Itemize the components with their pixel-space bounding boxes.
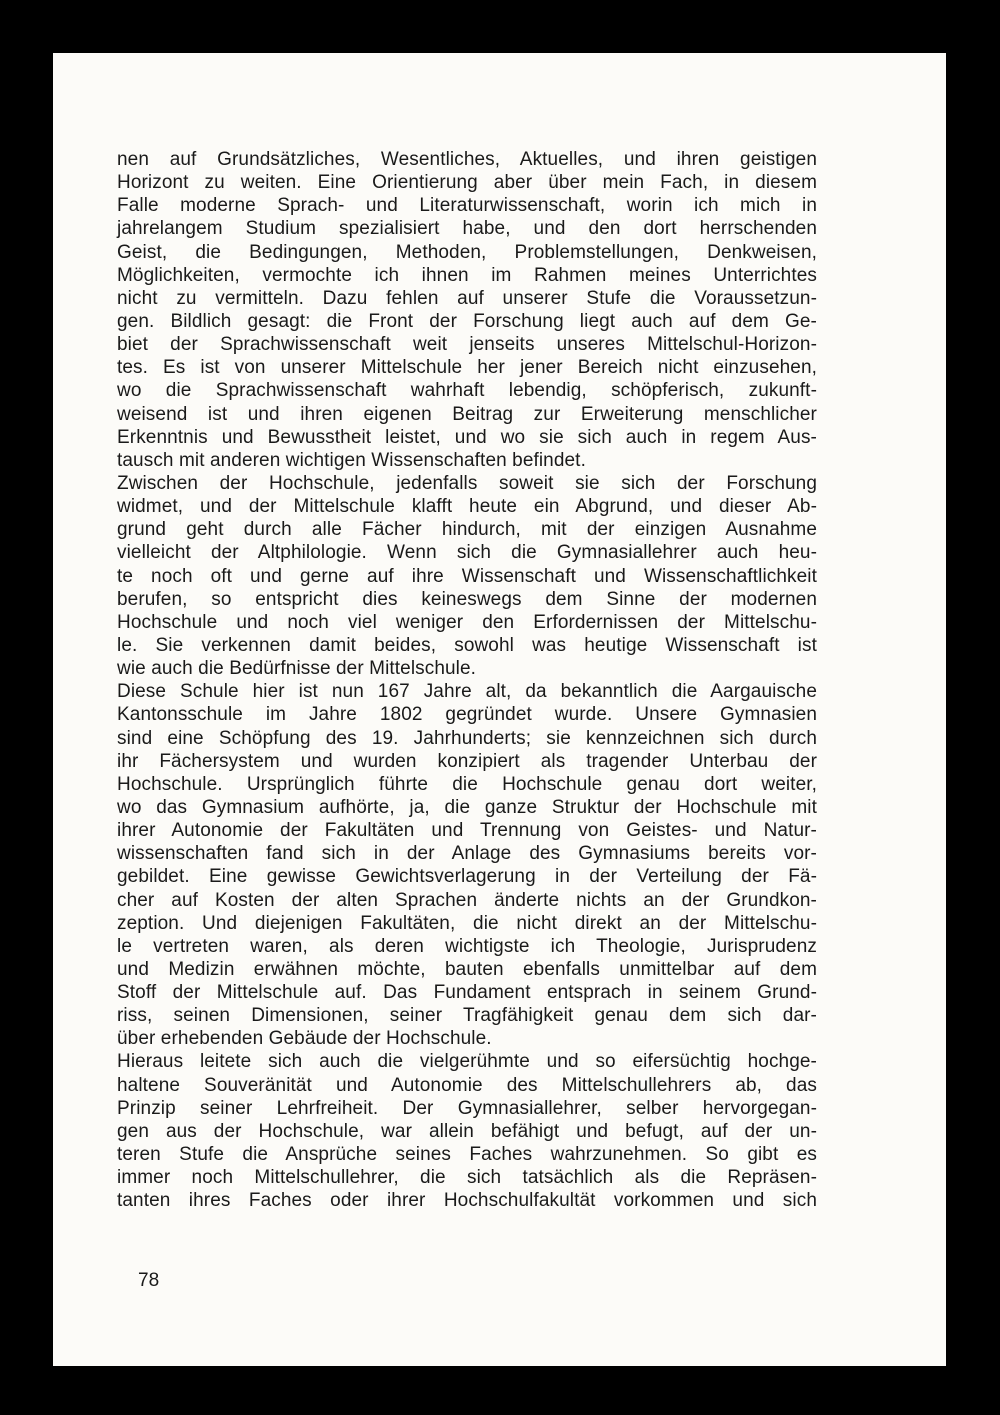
text-line: teren Stufe die Ansprüche seines Faches wahrzunehmen. So gibt es bbox=[117, 1144, 817, 1166]
text-line: riss, seinen Dimensionen, seiner Tragfähigkeit genau dem sich dar- bbox=[117, 1005, 817, 1027]
text-line: Erkenntnis und Bewusstheit leistet, und wo sie sich auch in regem Aus- bbox=[117, 426, 817, 448]
text-line: Hochschule und noch viel weniger den Erfordernissen der Mittelschu- bbox=[117, 611, 817, 633]
text-line: wie auch die Bedürfnisse der Mittelschule. bbox=[117, 658, 477, 680]
text-line: grund geht durch alle Fächer hindurch, mit der einzigen Ausnahme bbox=[117, 519, 817, 541]
text-line: über erhebenden Gebäude der Hochschule. bbox=[117, 1028, 492, 1050]
text-line: nen auf Grundsätzliches, Wesentliches, Aktuelles, und ihren geistigen bbox=[117, 149, 817, 170]
text-line: wissenschaften fand sich in der Anlage des Gymnasiums bereits vor- bbox=[117, 843, 817, 865]
text-line: gen aus der Hochschule, war allein befähigt und befugt, auf der un- bbox=[117, 1120, 817, 1142]
text-line: ihr Fächersystem und wurden konzipiert als tragender Unterbau der bbox=[117, 750, 817, 772]
text-line: gen. Bildlich gesagt: die Front der Forschung liegt auch auf dem Ge- bbox=[117, 310, 817, 332]
text-line: Hieraus leitete sich auch die vielgerühmte und so eifersüchtig hochge- bbox=[117, 1051, 817, 1073]
paragraph bbox=[117, 680, 817, 1050]
text-line: Zwischen der Hochschule, jedenfalls soweit sie sich der Forschung bbox=[117, 472, 817, 494]
text-line: Prinzip seiner Lehrfreiheit. Der Gymnasiallehrer, selber hervorgegan- bbox=[117, 1097, 817, 1119]
text-line: jahrelangem Studium spezialisiert habe, und den dort herrschenden bbox=[117, 218, 817, 240]
text-line: wo die Sprachwissenschaft wahrhaft lebendig, schöpferisch, zukunft- bbox=[117, 380, 817, 402]
text-line: tanten ihres Faches oder ihrer Hochschulfakultät vorkommen und sich bbox=[117, 1190, 817, 1212]
paragraph bbox=[117, 148, 817, 472]
text-line: weisend ist und ihren eigenen Beitrag zur Erweiterung menschlicher bbox=[117, 403, 817, 425]
text-line: immer noch Mittelschullehrer, die sich tatsächlich als die Repräsen- bbox=[117, 1167, 817, 1189]
text-line: cher auf Kosten der alten Sprachen änderte nichts an der Grundkon- bbox=[117, 889, 817, 911]
text-line: Geist, die Bedingungen, Methoden, Problemstellungen, Denkweisen, bbox=[117, 241, 817, 263]
paragraph bbox=[117, 1050, 817, 1212]
text-line: Kantonsschule im Jahre 1802 gegründet wurde. Unsere Gymnasien bbox=[117, 704, 817, 726]
text-line: und Medizin erwähnen möchte, bauten ebenfalls unmittelbar auf dem bbox=[117, 958, 817, 980]
text-line: sind eine Schöpfung des 19. Jahrhunderts; sie kennzeichnen sich durch bbox=[117, 727, 817, 749]
text-line: vielleicht der Altphilologie. Wenn sich die Gymnasiallehrer auch heu- bbox=[117, 542, 817, 564]
text-line: Horizont zu weiten. Eine Orientierung aber über mein Fach, in diesem bbox=[117, 172, 817, 194]
text-line: te noch oft und gerne auf ihre Wissenschaft und Wissenschaftlichkeit bbox=[117, 565, 817, 587]
text-line: biet der Sprachwissenschaft weit jenseits unseres Mittelschul-Horizon- bbox=[117, 334, 817, 356]
text-line: Diese Schule hier ist nun 167 Jahre alt, da bekanntlich die Aargauische bbox=[117, 681, 817, 703]
text-line: Stoff der Mittelschule auf. Das Fundament entsprach in seinem Grund- bbox=[117, 982, 817, 1004]
text-line: haltene Souveränität und Autonomie des Mittelschullehrers ab, das bbox=[117, 1074, 817, 1096]
text-line: zeption. Und diejenigen Fakultäten, die nicht direkt an der Mittelschu- bbox=[117, 912, 817, 934]
text-line: tes. Es ist von unserer Mittelschule her jener Bereich nicht einzusehen, bbox=[117, 357, 817, 379]
text-line: le vertreten waren, als deren wichtigste ich Theologie, Jurisprudenz bbox=[117, 935, 817, 957]
body-text bbox=[117, 148, 817, 1212]
page-number: 78 bbox=[138, 1270, 160, 1291]
text-line: tausch mit anderen wichtigen Wissenschaften befindet. bbox=[117, 449, 586, 471]
text-line: berufen, so entspricht dies keineswegs dem Sinne der modernen bbox=[117, 588, 817, 610]
text-line: ihrer Autonomie der Fakultäten und Trennung von Geistes- und Natur- bbox=[117, 820, 817, 842]
text-line: Möglichkeiten, vermochte ich ihnen im Rahmen meines Unterrichtes bbox=[117, 264, 817, 286]
text-line: gebildet. Eine gewisse Gewichtsverlagerung in der Verteilung der Fä- bbox=[117, 866, 817, 888]
text-line: Hochschule. Ursprünglich führte die Hochschule genau dort weiter, bbox=[117, 773, 817, 795]
text-line: nicht zu vermitteln. Dazu fehlen auf unserer Stufe die Voraussetzun- bbox=[117, 287, 817, 309]
book-page bbox=[53, 53, 946, 1366]
text-line: le. Sie verkennen damit beides, sowohl was heutige Wissenschaft ist bbox=[117, 634, 817, 656]
text-line: Falle moderne Sprach- und Literaturwissenschaft, worin ich mich in bbox=[117, 195, 817, 217]
paragraph bbox=[117, 472, 817, 680]
text-line: wo das Gymnasium aufhörte, ja, die ganze Struktur der Hochschule mit bbox=[117, 796, 817, 818]
text-line: widmet, und der Mittelschule klafft heute ein Abgrund, und dieser Ab- bbox=[117, 496, 817, 518]
